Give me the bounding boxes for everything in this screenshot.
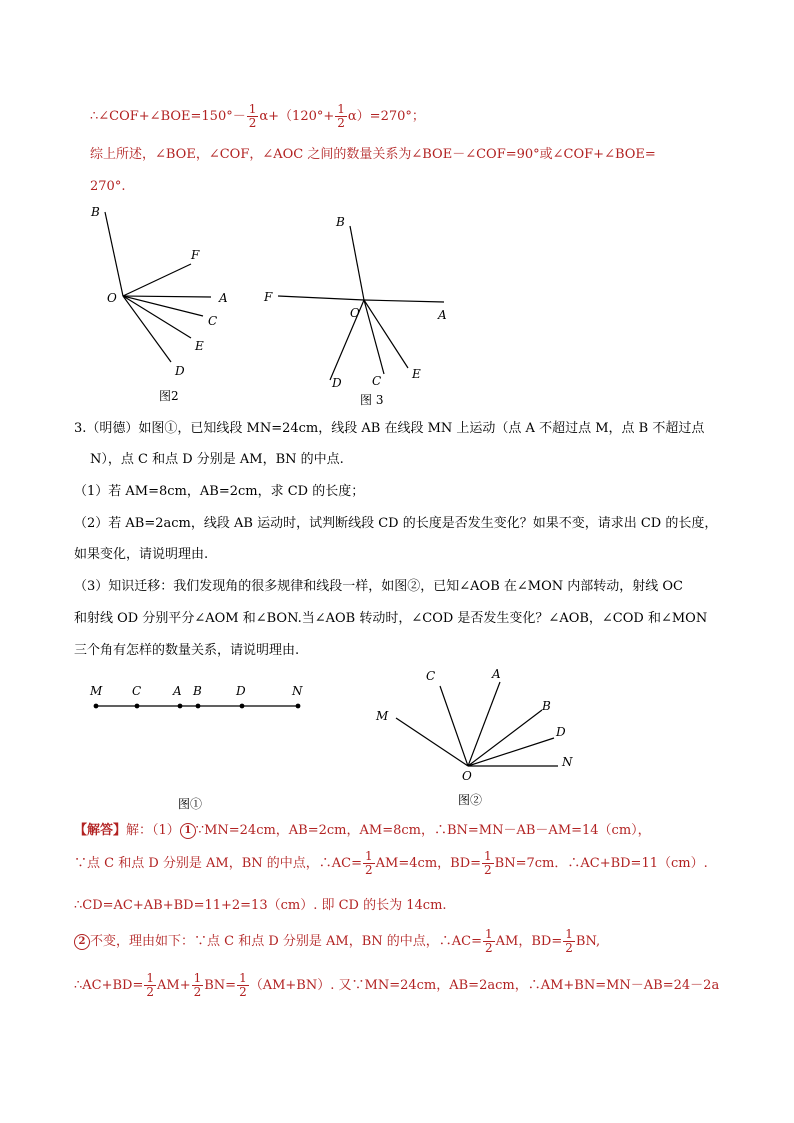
answer-line-1 xyxy=(74,822,651,840)
fraction: $\frac{1}{2}$ xyxy=(484,849,492,877)
label-a: A xyxy=(438,308,447,322)
text: α）=270°； xyxy=(347,109,425,124)
ray-om xyxy=(396,718,468,766)
label-n: N xyxy=(292,684,303,698)
text: BN, xyxy=(575,934,601,949)
label-m: M xyxy=(376,709,389,723)
label-e: E xyxy=(195,339,204,353)
text: BN= xyxy=(204,978,237,993)
ray-oe xyxy=(123,296,191,338)
fraction: $\frac{1}{2}$ xyxy=(146,971,155,999)
text: 综上所述，∠BOE，∠COF，∠AOC 之间的数量关系为∠BOE－∠COF=90°或∠COF+∠BOE= xyxy=(90,147,656,162)
text: ∴CD=AC+AB+BD=11+2=13（cm）. 即 CD 的长为 14cm. xyxy=(74,898,447,913)
q3-part-2a xyxy=(74,515,717,533)
q3-line-1 xyxy=(74,420,704,438)
point-d xyxy=(240,704,245,709)
text: 解：（1） xyxy=(126,823,180,838)
top-line-2 xyxy=(90,146,656,164)
label-b: B xyxy=(193,684,202,698)
text: ∴AC+BD= xyxy=(74,978,144,993)
top-line-3 xyxy=(90,178,125,196)
q3-part-2b xyxy=(74,546,208,564)
ray-of xyxy=(278,296,364,300)
top-line-1 xyxy=(90,103,425,130)
figure-2-angles xyxy=(370,662,600,812)
fraction: $\frac{1}{2}$ xyxy=(365,849,373,877)
text: （2）若 AB=2acm，线段 AB 运动时，试判断线段 CD 的长度是否发生变化？如果不变，请求出 CD 的长度， xyxy=(74,516,718,531)
label-a: A xyxy=(219,291,228,305)
text: 不变，理由如下：∵点 C 和点 D 分别是 AM，BN 的中点，∴AC= xyxy=(90,934,483,949)
text: α+（120°+ xyxy=(259,109,335,124)
answer-line-2 xyxy=(74,850,708,877)
text: 3.（明德）如图①，已知线段 MN=24cm，线段 AB 在线段 MN 上运动（点 A 不超过点 M，点 B 不超过点 xyxy=(74,421,705,436)
point-a xyxy=(178,704,183,709)
label-f: F xyxy=(191,248,200,262)
answer-line-4 xyxy=(74,928,600,955)
text: ∵MN=24cm，AB=2cm，AM=8cm，∴BN=MN－AB－AM=14（cm）， xyxy=(195,823,651,838)
text: 如果变化，请说明理由. xyxy=(74,547,209,562)
label-f: F xyxy=(264,290,273,304)
label-b: B xyxy=(336,215,345,229)
text: 和射线 OD 分别平分∠AOM 和∠BON.当∠AOB 转动时，∠COD 是否发生变化？∠AOB，∠COD 和∠MON xyxy=(74,611,708,626)
figure-3 xyxy=(258,208,458,408)
label-c: C xyxy=(372,374,382,388)
label-c: C xyxy=(132,684,142,698)
label-d: D xyxy=(236,684,246,698)
label-e: E xyxy=(412,367,421,381)
circled-number: 1 xyxy=(180,823,196,839)
text: ∴∠COF+∠BOE=150°－ xyxy=(90,109,246,124)
ray-oa xyxy=(364,300,444,302)
label-a: A xyxy=(173,684,182,698)
point-m xyxy=(94,704,99,709)
text: （1）若 AM=8cm，AB=2cm，求 CD 的长度； xyxy=(74,484,365,499)
answer-line-3 xyxy=(74,897,447,915)
label-d: D xyxy=(332,376,342,390)
fraction: $\frac{1}{2}$ xyxy=(239,971,247,999)
fraction: $\frac{1}{2}$ xyxy=(248,102,257,130)
q3-line-2 xyxy=(90,451,344,469)
label-b: B xyxy=(91,205,100,219)
text: N），点 C 和点 D 分别是 AM，BN 的中点. xyxy=(90,452,344,467)
text: BN=7cm．∴AC+BD=11（cm）. xyxy=(494,856,708,871)
caption: 图② xyxy=(458,793,483,807)
caption: 图 3 xyxy=(360,393,384,407)
ray-ob xyxy=(105,212,123,296)
label-c: C xyxy=(208,314,218,328)
label-c: C xyxy=(426,669,436,683)
text: （3）知识迁移：我们发现角的很多规律和线段一样，如图②，已知∠AOB 在∠MON 内部转动，射线 OC xyxy=(74,579,684,594)
q3-part-3b xyxy=(74,610,707,628)
answer-tag: 【解答】 xyxy=(74,823,127,838)
text: AM，BD= xyxy=(495,934,563,949)
circled-number: 2 xyxy=(74,934,90,950)
q3-part-3c xyxy=(74,642,299,660)
ray-od xyxy=(468,738,554,766)
text: AM+ xyxy=(157,978,191,993)
label-o: O xyxy=(350,306,360,320)
ray-oc xyxy=(364,300,384,374)
label-d: D xyxy=(175,364,185,378)
label-o: O xyxy=(107,291,117,305)
q3-part-1 xyxy=(74,483,364,501)
text: 三个角有怎样的数量关系，请说明理由. xyxy=(74,643,300,658)
text: （AM+BN）. 又∵MN=24cm，AB=2acm，∴AM+BN=MN－AB=24－2a xyxy=(249,978,720,993)
caption: 图2 xyxy=(159,389,179,403)
figure-1-segment xyxy=(82,676,332,826)
ray-oa xyxy=(123,296,211,297)
label-m: M xyxy=(90,684,103,698)
text: 270°. xyxy=(90,179,126,194)
ray-of xyxy=(123,264,191,296)
label-o: O xyxy=(462,769,472,783)
caption: 图① xyxy=(178,797,203,811)
fraction: $\frac{1}{2}$ xyxy=(193,971,202,999)
label-b: B xyxy=(542,699,551,713)
point-n xyxy=(296,704,301,709)
fraction: $\frac{1}{2}$ xyxy=(565,927,573,955)
label-a: A xyxy=(492,667,501,681)
fraction: $\frac{1}{2}$ xyxy=(337,102,345,130)
point-b xyxy=(196,704,201,709)
ray-oc xyxy=(440,686,468,766)
ray-oe xyxy=(364,300,408,368)
point-c xyxy=(135,704,140,709)
answer-line-5 xyxy=(74,972,719,999)
text: AM=4cm，BD= xyxy=(375,856,482,871)
fraction: $\frac{1}{2}$ xyxy=(485,927,493,955)
label-n: N xyxy=(562,755,573,769)
label-d: D xyxy=(556,725,566,739)
text: ∵点 C 和点 D 分别是 AM，BN 的中点，∴AC= xyxy=(74,856,363,871)
q3-part-3a xyxy=(74,578,683,596)
ray-ob xyxy=(350,226,364,300)
